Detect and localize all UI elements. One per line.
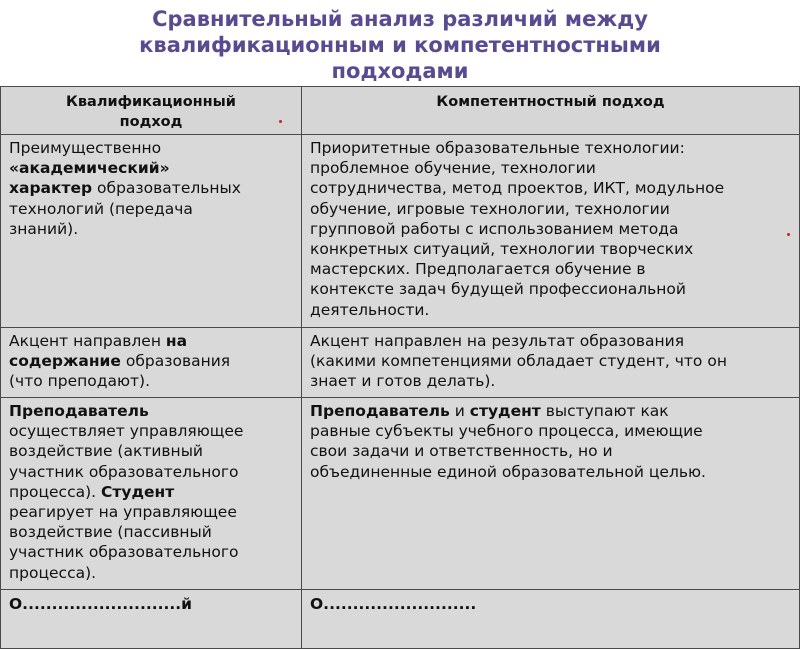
row1-right-line: конкретных ситуаций, технологии творческих — [310, 240, 694, 259]
row1-left-bold-academic: «академический» — [9, 159, 170, 178]
row3-left-line: процесса). — [9, 482, 101, 501]
table-row — [0, 589, 800, 649]
row3-left-line: участник образовательного — [9, 462, 239, 481]
row3-right-line: и — [449, 402, 470, 420]
row1-right-line: проблемное обучение, технологии — [310, 159, 596, 178]
row2-competence-cell — [301, 327, 800, 398]
header-qualification — [0, 86, 302, 135]
decorative-red-dot — [787, 233, 790, 236]
row1-left-line: технологий (передача — [9, 199, 193, 218]
row2-right-line: Акцент направлен на результат образования — [310, 332, 685, 350]
row3-right-line: свои задачи и ответственность, но и — [310, 442, 613, 461]
row3-qualification-cell — [0, 397, 302, 590]
row1-right-line: групповой работы с использованием метода — [310, 219, 679, 238]
row1-competence-cell — [301, 134, 800, 328]
table-row — [0, 397, 800, 590]
header-competence — [301, 86, 800, 135]
table-header-row — [0, 86, 800, 135]
row1-right-line: мастерских. Предполагается обучение в — [310, 260, 646, 279]
row3-left-line: участник образовательного — [9, 543, 239, 562]
row3-right-line: объединенные единой образовательной целью. — [310, 462, 706, 481]
row2-qualification-cell — [0, 327, 302, 398]
row2-right-line: знает и готов делать). — [310, 372, 496, 391]
row2-right-line: (какими компетенциями обладает студент, что он — [310, 352, 727, 371]
row3-left-line: реагирует на управляющее — [9, 503, 237, 522]
row3-right-line: выступают как — [540, 402, 669, 420]
row4-competence-cell — [301, 589, 800, 649]
row3-competence-cell — [301, 397, 800, 590]
decorative-red-dot — [279, 120, 282, 123]
row1-qualification-cell — [0, 134, 302, 328]
table-row — [0, 327, 800, 398]
row1-right-line: контексте задач будущей профессиональной — [310, 280, 686, 299]
comparison-table — [0, 86, 800, 613]
row1-right-line: Приоритетные образовательные технологии: — [310, 139, 685, 157]
row3-left-bold-student: Студент — [101, 482, 175, 501]
row3-right-bold-teacher: Преподаватель — [310, 402, 450, 420]
header-qualification-line2: подход — [119, 114, 183, 130]
row2-left-line: (что преподают). — [9, 372, 151, 391]
title-line-2: квалификационным и компетентностными — [139, 33, 661, 57]
row4-right-partial: О.......................... — [310, 595, 477, 613]
row1-left-bold-character: характер — [9, 179, 93, 198]
title-line-3: подходами — [331, 59, 469, 83]
title-line-1: Сравнительный анализ различий между — [152, 7, 648, 31]
row3-left-bold-teacher: Преподаватель — [9, 402, 149, 420]
row3-left-line: воздействие (пассивный — [9, 523, 212, 542]
row2-left-bold-content: содержание — [9, 352, 121, 371]
row3-left-line: процесса). — [9, 563, 97, 582]
row1-left-line: знаний). — [9, 219, 79, 238]
row3-right-line: равные субъекты учебного процесса, имеющие — [310, 422, 703, 441]
row1-left-line: образовательных — [92, 179, 241, 198]
table-row — [0, 134, 800, 328]
row1-right-line: обучение, игровые технологии, технологии — [310, 199, 670, 218]
row3-left-line: воздействие (активный — [9, 442, 203, 461]
row3-left-line: осуществляет управляющее — [9, 422, 244, 441]
row1-left-line: Преимущественно — [9, 139, 162, 157]
row1-right-line: сотрудничества, метод проектов, ИКТ, модульное — [310, 179, 725, 198]
header-qualification-line1: Квалификационный — [66, 94, 236, 110]
row2-left-line: образования — [120, 352, 231, 371]
row2-left-line: Акцент направлен — [9, 332, 166, 350]
slide-title — [0, 6, 800, 84]
row1-right-line: деятельности. — [310, 300, 430, 319]
header-competence-label: Компетентностный подход — [436, 94, 665, 110]
row3-right-bold-student: студент — [469, 402, 541, 420]
row4-qualification-cell — [0, 589, 302, 649]
row2-left-bold-on: на — [165, 332, 188, 350]
row4-left-partial: О...........................й — [9, 595, 193, 613]
